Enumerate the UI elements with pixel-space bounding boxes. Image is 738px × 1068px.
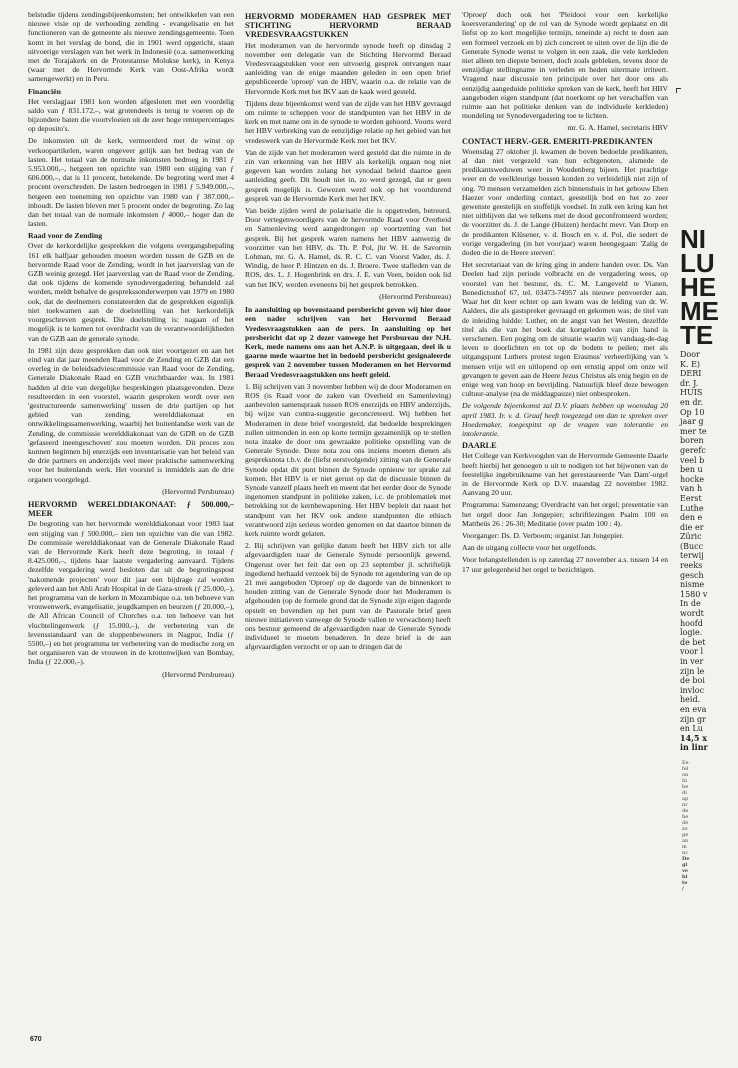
paragraph: Aan de uitgang collecte voor het orgelfonds.: [462, 543, 598, 553]
text-fragment: K. E): [680, 359, 701, 369]
text-fragment: van h: [680, 484, 703, 494]
cut-headline-line: NI: [680, 224, 706, 254]
text-fragment: die er: [680, 522, 704, 532]
text-fragment: fel: [682, 766, 689, 772]
paragraph: Over de kerkordelijke gesprekken die volgens overgangsbepaling 161 elk halfjaar gehouden moeten worden tussen de GZB en de hervormde Raad voor de Zending, wordt in het jaarverslag van de GZB weinig gezegd. Het jaarverslag van de Raad voor de Zending, dat ook tijdens de komende synodevergadering behandeld zal worden, meldt behalve de gesprekssonderwerpen van 1979 en 1980 ook, dat de deelnemers constateerden dat de gesprekken eigenlijk niet toekwamen aan de doelstelling van het kerkordelijk voorgeschreven gesprek. Die doelstelling is: nagaan of het mogelijk is te komen tot overdracht van de verantwoordelijkheden van de GZB aan de generale synode.: [28, 241, 234, 343]
text-fragment: he: [682, 814, 689, 820]
text-fragment: In de: [680, 599, 701, 609]
text-fragment: heid.: [680, 695, 701, 705]
text-fragment: nr: [682, 802, 688, 808]
cut-text-lines: [680, 350, 736, 753]
column-1: [28, 10, 234, 1022]
text-fragment: DERI: [680, 369, 702, 379]
article-heading: HERVORMD MODERAMEN HAD GESPREK MET STICHTING HERVORMD BERAAD VREDESVRAAGSTUKKEN: [245, 12, 451, 40]
page-number: 670: [30, 1036, 42, 1043]
paragraph: De begroting van het hervormde werelddiakonaat voor 1983 laat een stijging van ƒ 500.000,– zien ten opzichte van die van 1982. De commissie werelddiakonaat van de Generale Diakonale Raad van de Hervormde Kerk heeft deze begroting, in totaal ƒ 8.425.000,–, tijdens haar laatste vergadering aanvaard. Tijdens dezelfde vergadering werd besloten dat uit de begrotingspost 'nakomende projecten' voor dit jaar een bijdrage zal worden geleverd aan het Ahli Arab Hospital in de Gaza-streek (ƒ 25.000,–), het programma van de kerken in Mozambique o.a. ten behoeve van vrouwenwerk, evangelisatie, jeugdkampen en beurzen (ƒ 20.000,–), de All African Council of Churches o.a. ten behoeve van het vluchtelingenwerk (ƒ 15.000,–), de verbetering van de levensstandaard van de sloppenbewoners in Nagpur, India (ƒ 5500,–) en het programma ter verbetering van de medische zorg en het organiseren van de vrouwen in de krottenwijken van Bombay, India (ƒ 22.000,–).: [28, 519, 234, 667]
text-fragment: Züric: [680, 532, 702, 542]
text-fragment: m: [682, 844, 687, 850]
paragraph: Tijdens deze bijeenkomst werd van de zijde van het HBV gevraagd om ruimte te scheppen voor de standpunten van het HBV in de kerk en met name om in de synode te worden gehoord. Voorts werd het HBV verbreking van de eenzijdige relatie op het gebied van het vredeswerk van de Hervormde Kerk met het IKV.: [245, 98, 451, 145]
article-heading: HERVORMD WERELDDIAKONAAT: ƒ 500.000,– MEER: [28, 499, 234, 519]
text-fragment: zijn le: [680, 666, 705, 676]
paragraph: Voor belangstellenden is op zaterdag 27 november a.s. tussen 14 en 17 uur gelegenheid het orgel te bezichtigen.: [462, 555, 668, 574]
paragraph: 2. Bij schrijven van gelijke datum heeft het HBV zich tot alle afgevaardigden naar de Generale Synode persoonlijk gewend. Ongerust over het feit dat een op 23 september jl. schriftelijk ingediend herhaald verzoek bij de Synode tot agendering van de op 21 mei aangeboden 'Oproep' op de dagorde van de binnenkort te houden zitting van de Generale Synode door het Moderamen is afgehouden (op de formele grond dat de Synode zijn eigen dagorde opstelt en bovendien op het punt van de Pastorale brief geen nieuwe initiatieven vanwege de Synode vallen te verwachten) heeft ons bestuur gemeend de afgevaardigden naar de Generale Synode individueel te moeten benaderen. In deze brief is de aan afgevaardigden verzocht er op aan te dringen dat de: [245, 541, 451, 652]
text-fragment: De: [682, 856, 690, 862]
paragraph: belstudie tijdens zendingsbijeenkomsten; het ontwikkelen van een nieuwe visie op de verhouding zending - evangelisatie en het functioneren van de gemeente als nieuwe zendingsgemeente. Toen komt in het verslag de bond, die in 1901 werd opgericht, staan uitvoerige verslagen van het werk in Indonesië (o.a. samenwerking met de Torajakerk en de Protestantse Molukse kerk), in Kenya (waar met de Hervormde Kerk van Oost-Afrika wordt samengewerkt) en in Peru.: [28, 10, 234, 84]
paragraph: De inkomsten uit de kerk, vermeerderd met de winst op verkoopartikelen, waren ongeveer gelijk aan het bedrag van de lasten. Het totaal van de normale inkomsten bedroeg in 1981 ƒ 5.953.000,–, hetgeen ten opzichte van 1980 een stijging van ƒ 606.000,–, dat is 11 procent, betekende. De begroting werd met 4 procent overschreden. De lasten bedroegen in 1981 ƒ 5.949.000,–, hetgeen een toeneming ten opzichte van 1980 van ƒ 387.000,– inhoudt. De lasten bleven met 5 procent onder de begroting. Zo lag dan het totaal van de normale inkomsten ƒ 4000,– hoger dan de lasten.: [28, 136, 234, 229]
text-fragment: Op 10: [680, 407, 705, 417]
text-fragment: /: [682, 886, 684, 892]
text-fragment: (Bucc: [680, 541, 704, 551]
text-fragment: in ver: [680, 657, 704, 666]
paragraph: 1. Bij schrijven van 3 november hebben wij de door Moderamen en ROS (is Raad voor de zaken van Overheid en Samenleving) aanbevolen samenspraak tussen ROS enerzijds en HBV anderzijds, bij wijze van contra-suggestie geconcreteerd. Wij hebben het Moderamen in deze brief voorgesteld, dat bedoelde besprekingen zullen uitmonden in een op korte termijn gezamenlijk op te stellen nota inzake de door ons gewraakte politieke opstelling van de Generale Synode. Deze nota zou ons inziens moeten dienen als gespreksnota t.b.v. de (liefst eerstvolgende) zitting van de Generale Synode opdat dit punt binnen de Synode opnieuw ter sprake zal komen. Het HBV is er niet gerust op dat de discussie binnen de Synode vanzelf plaats heeft en meent dat het eerder door de Synode ingenomen standpunt in politieke zaken, i.c. de problematiek met betrekking tot de kernbewapening. Het HBV bepleit dat naast het standpunt van het IKV ook andere standpunten die ethisch verantwoord zijn serieus worden genomen en dat daartoe binnen de kerk ruimte wordt gelaten.: [245, 381, 451, 538]
signature: mr. G. A. Hamel, secretaris HBV: [567, 123, 668, 133]
text-fragment: ve: [682, 868, 689, 874]
text-fragment: voor l: [680, 647, 704, 657]
text-fragment: HUIS: [680, 388, 703, 398]
text-fragment: be: [682, 784, 689, 790]
article-heading: CONTACT HERV.-GER. EMERITI-PREDIKANTEN: [462, 136, 653, 146]
text-fragment: nisme: [680, 580, 705, 590]
article-heading: DAARLE: [462, 441, 497, 451]
text-fragment: zijn gr: [680, 714, 706, 724]
paragraph: Van beide zijden werd de polarisatie die is opgetreden, betreurd. Door vertegenwoordigers van de hervormde Raad voor Overheid en Samenleving werd aangedrongen op voortzetting van het gesprek. Bij het gesprek waren namens het HBV aanwezig de voorzitter van het HBV, ds. Th. P. Pol, jhr W. H. de Savornin Lohman, mr. G. A. Hamel, ds. R. C. C. van Voorst Vader, ds. J. Windig, de heer P. Hintzen en ds. J. Broere. Twee stafleden van de ROS, drs. L. J. Hogenbrink en drs. J. E. van Veen, beiden ook lid van het IKV, werden eveneens bij het gesprek betrokken.: [245, 206, 451, 289]
text-fragment: bi: [682, 874, 688, 880]
text-fragment: ge: [682, 832, 689, 838]
text-fragment: en dr.: [680, 397, 704, 407]
text-fragment: gi: [682, 862, 688, 868]
source-credit: (Hervormd Persbureau): [162, 669, 234, 679]
text-fragment: boren: [680, 436, 704, 446]
text-fragment: de: [682, 820, 689, 826]
text-fragment: dr. J.: [680, 378, 699, 388]
text-fragment: de boi: [680, 676, 705, 686]
text-fragment: di: [682, 790, 687, 796]
paragraph: 'Oproep' doch ook het 'Pleidooi voor een kerkelijke koersverandering' op de rol van de Synode wordt geplaatst en dit liefst op zo kort mogelijke termijn, teneinde a) recht te doen aan een formeel verzoek en b) zich concreet te uiten over de lijn die de Generale Synode wenst te volgen in een zaak, die vele kerkleden niet alleen ten diepste beroert, doch zoals gebleken, tevens door de eenzijdige stellingname in verleden en heden uitermate irriteert. Vragend naar discussie ten principale over het door ons als eenzijdig aangeduide politieke spreken van de kerk, heeft het HBV aangeboden eigen standpunt (dat noerkomt op het verschaffen van ruimte aan het politieke denken van de individuele kerkleden) mondeling ter Synodevergadering toe te lichten.: [462, 10, 668, 121]
text-fragment: ap: [682, 796, 689, 802]
paragraph: Het moderamen van de hervormde synode heeft op dinsdag 2 november een delegatie van de Stichting Hervormd Beraad Vredesvraagstukken voor een uitvoerig gesprek ontvangen naar aanleiding van de enige maanden geleden in een open brief gepubliceerde 'oproep' van de HBV, waarin o.a. de relatie van de Hervormde Kerk met het IKV aan de kaak werd gesteld.: [245, 40, 451, 96]
text-fragment: invloc: [680, 685, 705, 695]
text-fragment: an: [682, 838, 689, 844]
text-fragment: reeks: [680, 561, 703, 571]
cut-headline-line: ME: [680, 296, 719, 326]
paragraph: Voorganger: Ds. D. Verboom; organist Jan Jongepier.: [462, 530, 624, 540]
paragraph: Woensdag 27 oktober jl. kwamen de boven bedoelde predikanten, al dan niet vergezeld van hun echtgenoten, alsmede de predikantsweduwen weer in Woudenberg bijeen. Het prachtige weer en de veelkleurige bossen konden zo verleidelijk niet zijn of ong. 70 mensen verzamelden zich binnenshuis in het gebouw Eben Haezer voor onderling contact, geestelijk bod en het zo zeer gewenste geestelijk en stoffelijk voedsel. In zulk een kring kan het niet uitblijven dat we telkens met de dood geconfronteerd worden; de voorzitter ds. J. de Lange (Huizen) herdacht mevr. Van Dorp en de predikanten Klüsener, v. d. Bosch en v. d. Pol, die sedert de vorige vergadering (in het voorjaar) waren heengegaan: 'Zalig de doden die in de Heere sterven'.: [462, 146, 668, 258]
paragraph: Van de zijde van het moderamen werd gesteld dat die ruimte in de zin van erkenning van het HBV als kerkelijk orgaan nog niet gegeven kan worden zolang het synodaal beleid daartoe geen aanleiding geeft. Dit houdt niet in, zo werd gezegd, dat er geen gesprek mogelijk is. Gewezen werd ook op het voortdurend gesprek van de Hervormde Kerk met het IKV.: [245, 147, 451, 203]
text-fragment: in linr: [680, 742, 708, 753]
text-fragment: de: [682, 808, 689, 814]
text-fragment: en Lu: [680, 724, 703, 734]
paragraph: Het verslagjaar 1981 kon worden afgesloten met een voordelig saldo van ƒ 831.172,–, wat grotendeels is terug te voeren op de bijzondere baten die voortvloeien uit de zeer hoge rentepercentages op deposito's.: [28, 96, 234, 134]
source-credit: (Hervormd Persbureau): [162, 486, 234, 496]
paragraph: Het College van Kerkvoogden van de Hervormde Gemeente Daarle heeft hierbij het genoegen u uit te nodigen tot het bijwonen van de feestelijke ingebruikname van het gerestaureerde 'Van Dam'-orgel in de Hervormde Kerk op D.V. maandag 22 november 1982. Aanvang 20 uur.: [462, 451, 668, 498]
text-fragment: veel b: [680, 455, 705, 465]
text-fragment: hocke: [680, 474, 705, 484]
text-fragment: gesch: [680, 570, 704, 580]
text-fragment: logie.: [680, 628, 703, 638]
text-fragment: terwij: [680, 551, 704, 561]
text-fragment: 1580 v: [680, 589, 708, 599]
column-2: [245, 10, 451, 1040]
text-fragment: Door: [680, 350, 700, 359]
text-fragment: Ee: [682, 760, 689, 766]
cut-headline-line: LU: [680, 248, 715, 278]
section-heading: Financiën: [28, 86, 61, 96]
source-credit: (Hervormd Persbureau): [379, 291, 451, 301]
text-fragment: den e: [680, 513, 703, 523]
text-fragment: zo: [682, 826, 688, 832]
text-fragment: mer te: [680, 426, 707, 436]
text-fragment: In: [682, 778, 688, 784]
text-fragment: de bet: [680, 637, 706, 647]
text-fragment: ben u: [680, 465, 703, 475]
text-fragment: te: [682, 880, 688, 886]
text-fragment: wordt: [680, 609, 704, 619]
cut-headline-line: HE: [680, 272, 717, 302]
text-fragment: gerefc: [680, 445, 706, 455]
text-fragment: en eva: [680, 704, 707, 714]
column-3: [462, 10, 668, 910]
paragraph: In 1981 zijn deze gesprekken dan ook niet voortgezet en aan het eind van dat jaar meenden Raad voor de Zending en GZB dat een overleg in de beleidsadviescommissie van Raad voor de Zending, Generale Diakonale Raad en GZB vruchtbaarder was. In 1981 hadden al drie van dergelijke besprekingen plaatsgevonden. Deze resulteerden in een voorstel, waarin gesproken wordt over een 'gestructureerde samenwerking' tussen de drie partijen op het gebied van zending, werelddiakonaat en ontwikkelingssamenwerking, waarbij het buitenlandse werk van de Zending, de commissie werelddiakonaat van de GDR en de GZB 'gefaseerd ineengeschoven' zou moeten worden. Dit proces zou kunnen beginnen bij enerzijds een inventarisatie van het beleid van de drie partners en anderzijds veel meer praktische samenwerking voor het buitenlands werk. Het voorstel is inmiddels aan de drie organen voorgelegd.: [28, 345, 234, 484]
section-heading: Raad voor de Zending: [28, 231, 103, 241]
paragraph: Het secretariaat van de kring ging in andere handen over. Ds. Van Deelen had zijn periode volbracht en de vergadering wees, op voorstel van het bestuur, ds. C. M. Langeveld te Vianen, Benedictushof 67, tel. 03473-74957 als nieuwe penvoerder aan. Waar het dit keer echter op aan kwam was de leiding van dr. W. Aalders, die als gastspreker gevraagd en gekomen was; de titel van de inleiding luidde: Luther, en de angst van het Westen, dezelfde titel als die van het boek dat kortgeleden van zijn hand is verschenen. Een poging om de situatie waarin wij vandaag-de-dag leven te doorlichten en tot op de bodem te peilen; met als uitgangspunt Luthers protest tegen Erasmus' verheerlijking van 's mensen vrije wil en uitlopend op een ernstig appel om onze wil gevangen te geven aan de Heere Jezus Christus als enig begin en de enige weg van hoop en bevrijding. Natuurlijk bleef deze bewogen cultuur-analyse (na de middagpauze) niet onbesproken.: [462, 260, 668, 399]
cut-inset-text: [682, 760, 734, 892]
corner-mark: [676, 88, 681, 93]
text-fragment: hoofd: [680, 618, 703, 628]
text-fragment: 14,5 x: [680, 732, 708, 743]
text-fragment: jaar g: [680, 417, 704, 427]
paragraph: Programma: Samenzang; Overdracht van het orgel; presentatie van het orgel door Jan Jongepier; schriftlezingen Psalm 100 en Mattheüs 26 : 26-30; Meditatie (over psalm 100 : 4).: [462, 500, 668, 528]
bold-paragraph: In aansluiting op bovenstaand persbericht geven wij hier door een nader schrijven van het Hervormd Beraad Vredesvraagstukken aan de pers. In aansluiting op het persbericht dat op 2 dezer vanwege het Persbureau der N.H. Kerk, mede namens ons aan het A.N.P. is uitgegaan, deel ik u gaarne mede waartoe het in bedoeld persbericht gesignaleerde gesprek van 2 november tussen Moderamen en het Hervormd Beraad Vredesvraagstukken ons heeft geleid.: [245, 305, 451, 379]
paragraph: De volgende bijeenkomst zal D.V. plaats hebben op woensdag 20 april 1983. Ir. v. d. Graaf heeft toegezegd om dan te spreken over Hoedemaker, toegespitst op de vragen van tolerantie en intolerantie.: [462, 401, 668, 438]
text-fragment: Eerst: [680, 493, 702, 503]
text-fragment: nc: [682, 850, 689, 856]
text-fragment: on: [682, 772, 689, 778]
text-fragment: Luthe: [680, 503, 704, 513]
cut-headline-line: TE: [680, 320, 714, 350]
